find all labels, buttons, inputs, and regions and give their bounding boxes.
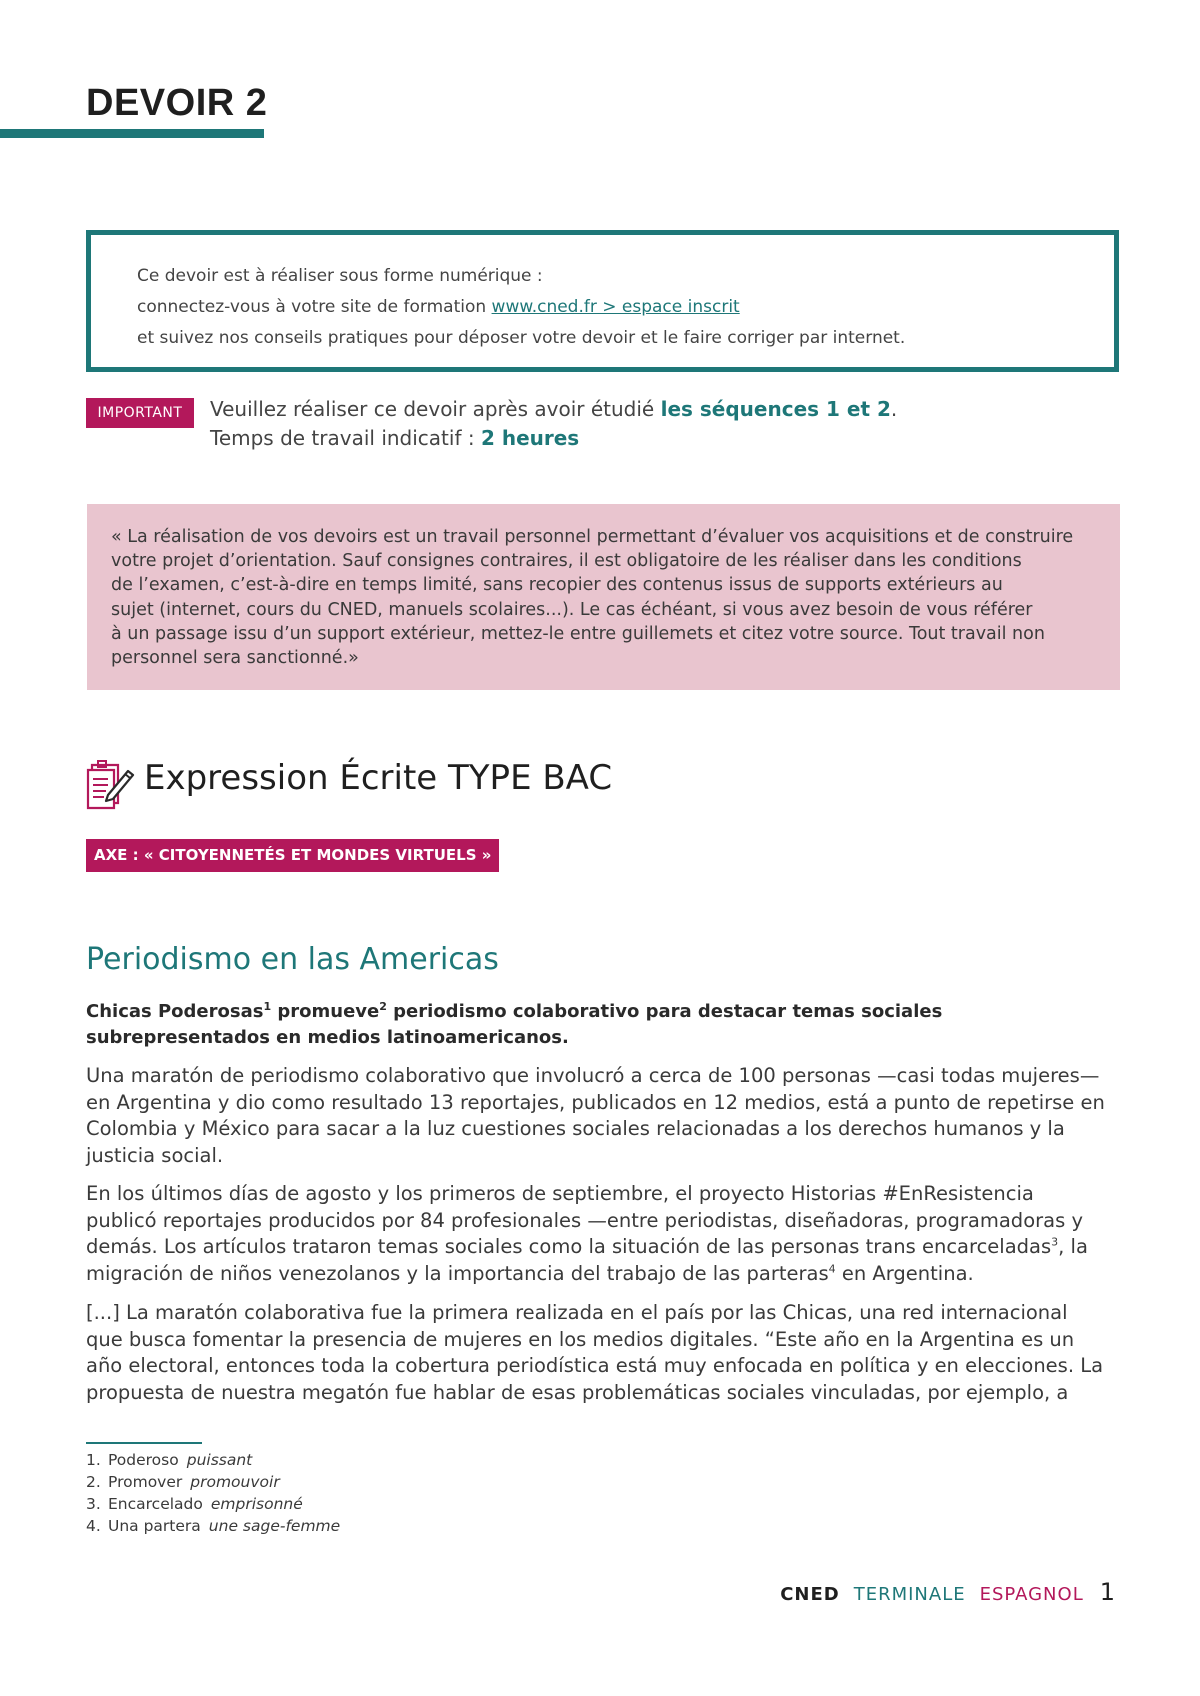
info-line-1: Ce devoir est à réaliser sous forme numérique :	[137, 266, 543, 286]
paragraph-line: en Argentina y dio como resultado 13 reportajes, publicados en 12 medios, está a punto de repetirse en	[86, 1090, 1105, 1114]
footnote-item	[86, 1449, 340, 1471]
paragraph-line: , la	[1058, 1235, 1088, 1258]
page-number: 1	[1099, 1578, 1115, 1606]
sequences-highlight: les séquences 1 et 2	[660, 397, 891, 421]
important-line-2	[210, 424, 897, 453]
footnote-term: Encarcelado	[108, 1495, 203, 1513]
quote-line: personnel sera sanctionné.»	[111, 648, 359, 669]
page-title: DEVOIR 2	[86, 82, 268, 124]
quote-line: sujet (internet, cours du CNED, manuels scolaires...). Le cas échéant, si vous avez besoin de vous référer	[111, 599, 1033, 620]
personal-work-notice	[87, 504, 1120, 690]
info-line-2-text: connectez-vous à votre site de formation	[137, 297, 492, 317]
paragraph-line: Una maratón de periodismo colaborativo que involucró a cerca de 100 personas —casi todas mujeres—	[86, 1064, 1100, 1087]
work-time-value: 2 heures	[480, 426, 580, 450]
paragraph-line: migración de niños venezolanos y la importancia del trabajo de las parteras	[86, 1261, 829, 1285]
footnotes-list	[86, 1449, 340, 1537]
info-line-2	[137, 292, 1114, 323]
footnote-term: Poderoso	[108, 1451, 179, 1469]
quote-line: « La réalisation de vos devoirs est un travail personnel permettant d’évaluer vos acquisitions et de construire	[111, 527, 1074, 547]
paragraph-line: que busca fomentar la presencia de mujeres en los medios digitales. “Este año en la Argentina es un	[86, 1327, 1075, 1351]
article-lead	[86, 999, 1126, 1051]
paragraph-line: demás. Los artículos trataron temas sociales como la situación de las personas trans encarceladas	[86, 1235, 1052, 1258]
footnote-term: Promover	[108, 1473, 183, 1491]
article-paragraph-3	[86, 1300, 1126, 1406]
footnote-item	[86, 1493, 340, 1515]
footnote-translation: promouvoir	[190, 1473, 280, 1491]
paragraph-line: justicia social.	[86, 1143, 224, 1167]
lead-text: promueve	[271, 1001, 380, 1022]
article-title: Periodismo en las Americas	[86, 942, 499, 977]
footnote-translation: une sage-femme	[208, 1517, 341, 1535]
footnote-number: 3.	[86, 1495, 101, 1513]
section-heading: Expression Écrite TYPE BAC	[144, 758, 613, 798]
footnote-number: 2.	[86, 1473, 101, 1491]
quote-line: de l’examen, c’est-à-dire en temps limité, sans recopier des contenus issus de supports extérieurs au	[111, 575, 1003, 596]
quote-line: votre projet d’orientation. Sauf consignes contraires, il est obligatoire de les réaliser dans les conditions	[111, 551, 1022, 572]
lead-text: periodismo colaborativo para destacar temas sociales	[386, 1001, 943, 1022]
paragraph-line: En los últimos días de agosto y los primeros de septiembre, el proyecto Historias #EnResistencia	[86, 1182, 1034, 1205]
important-line-1-text: Veuillez réaliser ce devoir après avoir étudié	[210, 397, 661, 421]
writing-pen-icon	[84, 755, 136, 811]
article-paragraph-1	[86, 1063, 1126, 1169]
paragraph-line: publicó reportajes producidos por 84 profesionales —entre periodistas, diseñadoras, programadoras y	[86, 1208, 1083, 1232]
paragraph-line: propuesta de nuestra megatón fue hablar de esas problemáticas sociales vinculadas, por ejemplo, a	[86, 1380, 1069, 1404]
footnote-translation: puissant	[186, 1451, 253, 1469]
paragraph-line: año electoral, entonces toda la cobertura periodística está muy enfocada en política y en elecciones. La	[86, 1354, 1104, 1377]
important-badge: IMPORTANT	[86, 398, 194, 428]
work-time-label: Temps de travail indicatif :	[210, 426, 481, 450]
footnote-ref: 3	[1051, 1235, 1059, 1249]
paragraph-line: Colombia y México para sacar a la luz cuestiones sociales relacionadas a los derechos humanos y la	[86, 1117, 1065, 1140]
submission-info-box	[86, 230, 1119, 372]
footnote-item	[86, 1471, 340, 1493]
paragraph-line: [...] La maratón colaborativa fue la primera realizada en el país por las Chicas, una red internacional	[86, 1301, 1068, 1324]
footnote-divider	[86, 1442, 202, 1444]
footnote-item	[86, 1515, 340, 1537]
footnote-term: Una partera	[108, 1517, 201, 1535]
paragraph-line: en Argentina.	[835, 1261, 974, 1285]
article-paragraph-2	[86, 1181, 1126, 1287]
footer-level: TERMINALE	[853, 1584, 966, 1605]
lead-text: subrepresentados en medios latinoamericanos.	[86, 1027, 569, 1048]
important-line-1	[210, 395, 897, 424]
lead-text: Chicas Poderosas	[86, 1001, 264, 1022]
footnote-ref: 1	[263, 1000, 272, 1013]
important-text	[210, 395, 897, 453]
footnote-number: 4.	[86, 1517, 101, 1535]
important-line-1-end: .	[890, 397, 898, 421]
footnote-translation: emprisonné	[210, 1495, 303, 1513]
title-underline-bar	[0, 129, 264, 138]
footer-org: CNED	[780, 1584, 840, 1605]
info-line-3: et suivez nos conseils pratiques pour déposer votre devoir et le faire corriger par internet.	[137, 328, 906, 348]
quote-line: à un passage issu d’un support extérieur, mettez-le entre guillemets et citez votre source. Tout travail non	[111, 623, 1045, 644]
footnote-number: 1.	[86, 1451, 101, 1469]
axe-badge: AXE : « CITOYENNETÉS ET MONDES VIRTUELS »	[86, 839, 499, 872]
cned-espace-inscrit-link[interactable]: www.cned.fr > espace inscrit	[491, 297, 740, 317]
footnote-ref: 4	[828, 1262, 836, 1275]
footer-subject: ESPAGNOL	[979, 1584, 1084, 1605]
page-footer	[780, 1578, 1115, 1606]
footnote-ref: 2	[379, 1000, 387, 1013]
